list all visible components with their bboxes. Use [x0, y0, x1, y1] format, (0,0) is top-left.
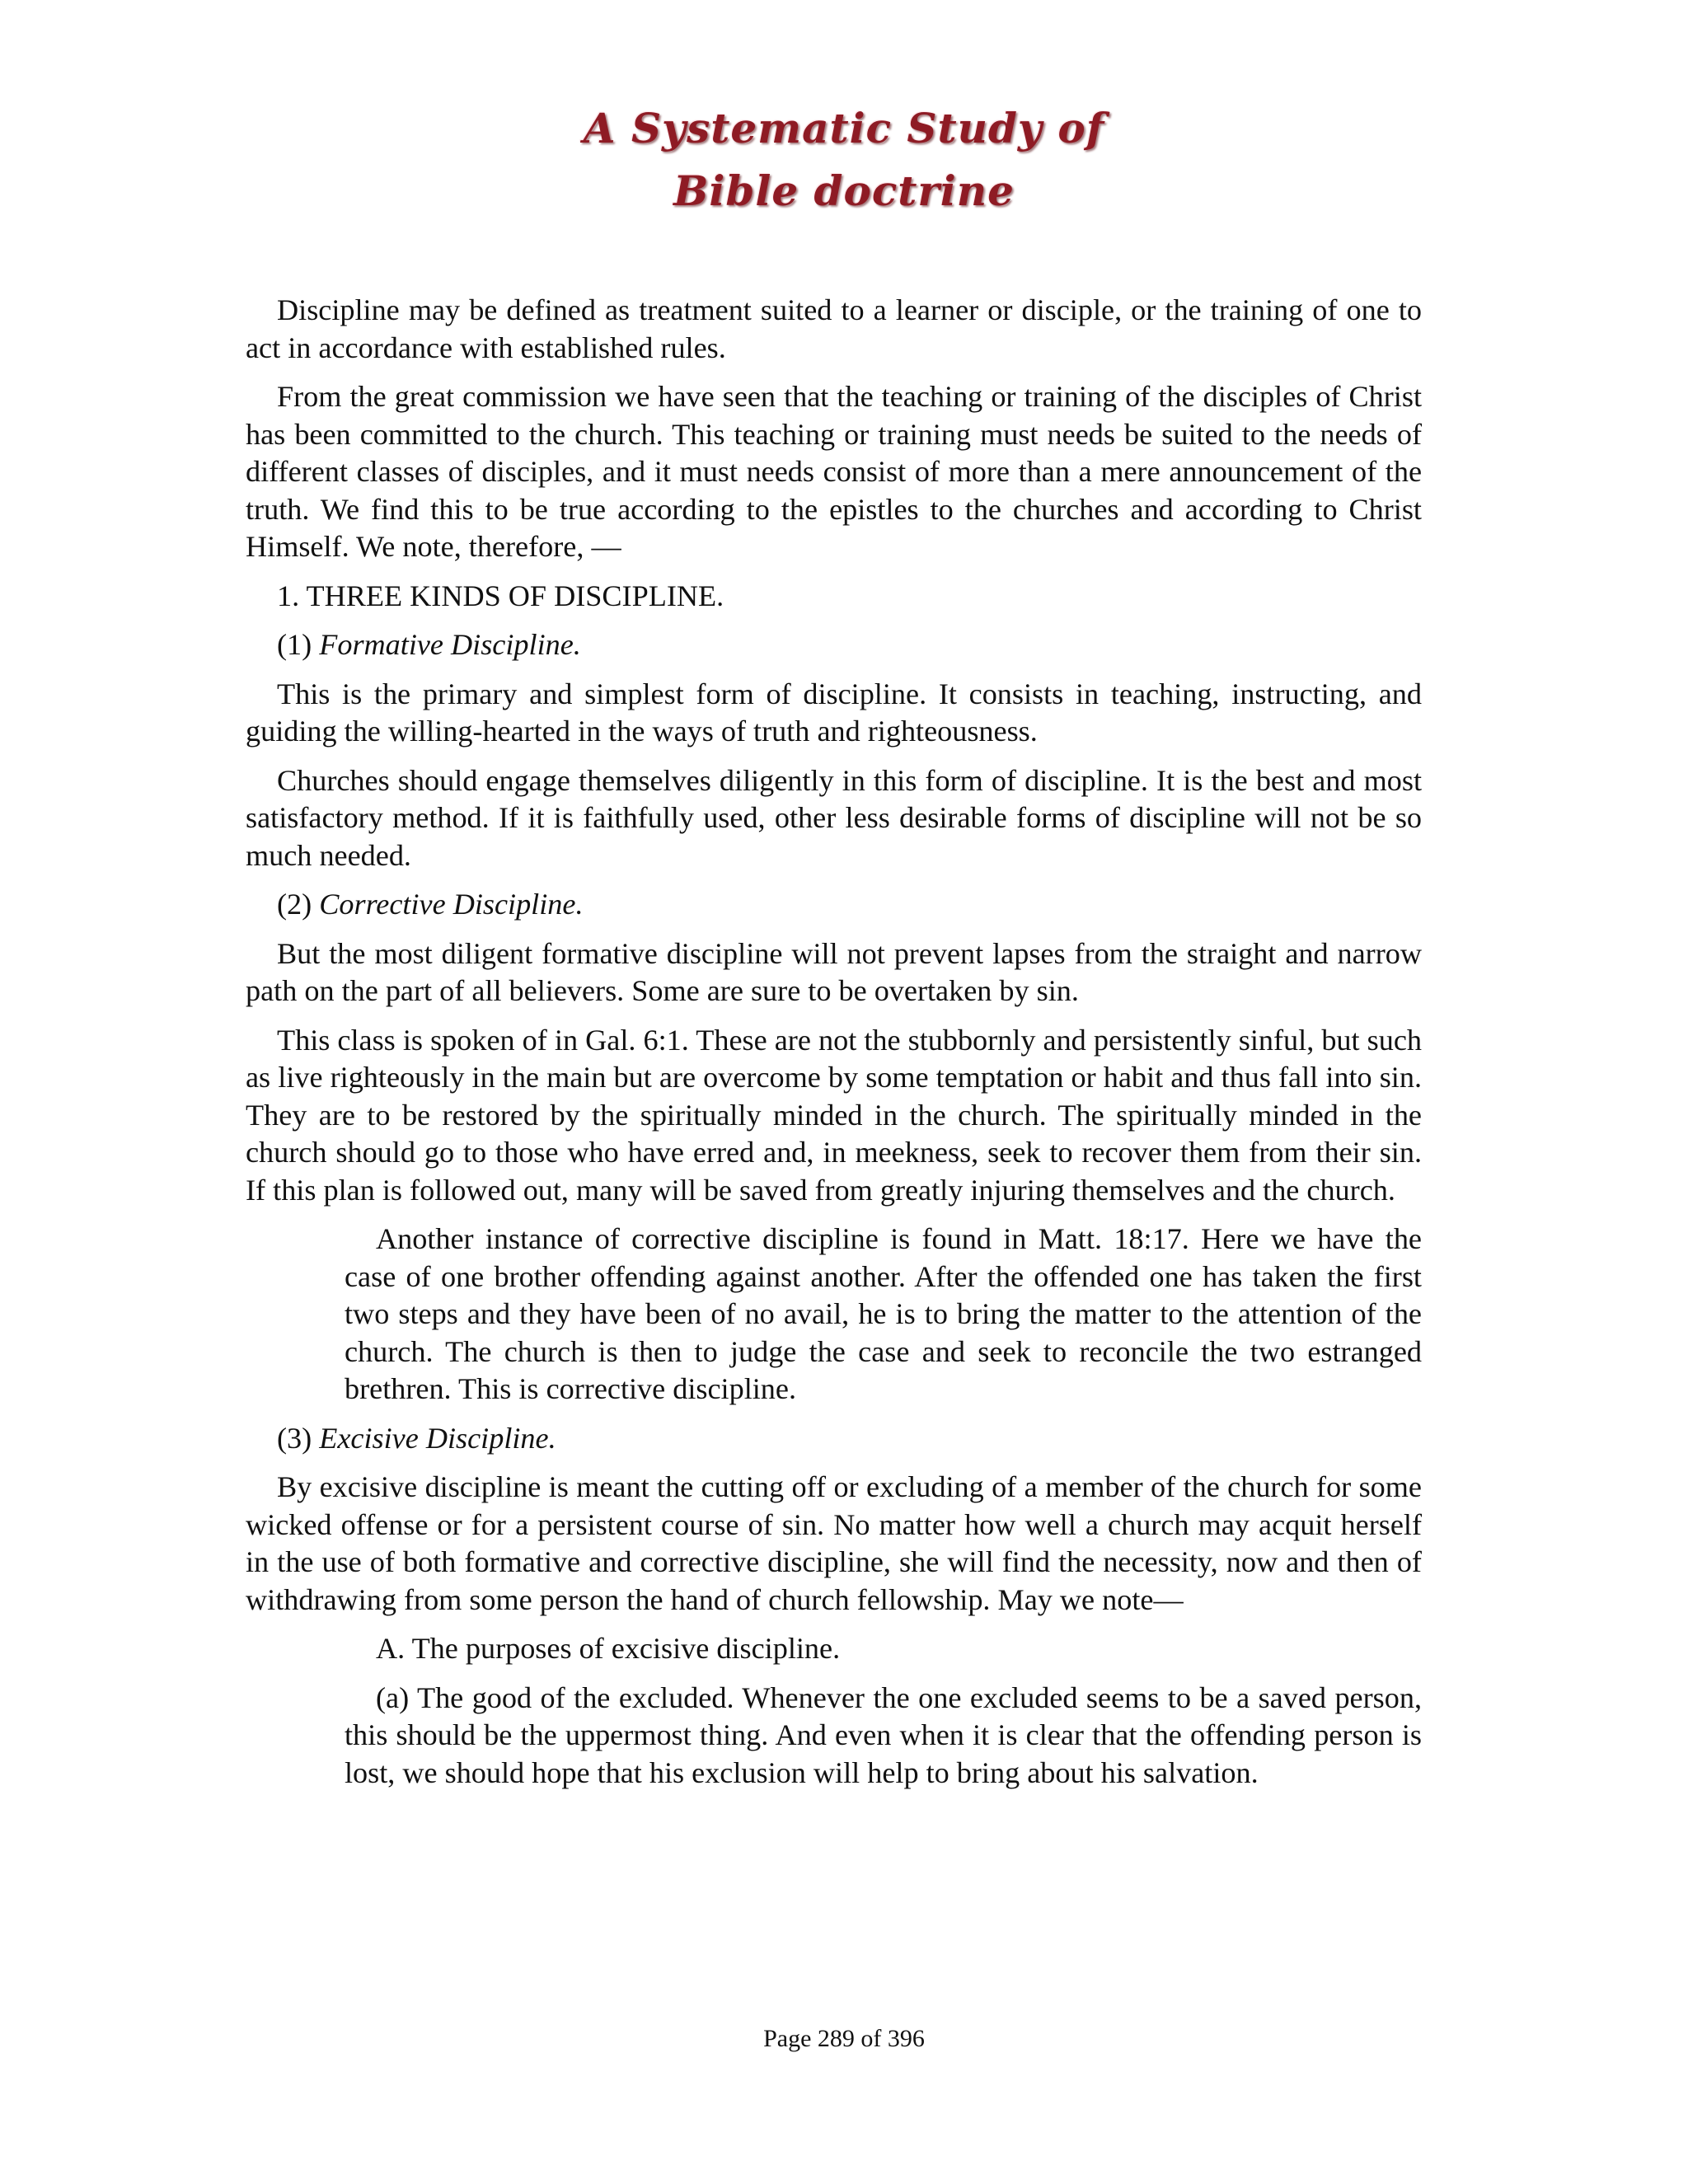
paragraph-definition: Discipline may be defined as treatment suited to a learner or disciple, or the training of one to act in accordance with established rules.	[246, 293, 1422, 364]
subheading-title: Formative Discipline.	[319, 628, 581, 661]
section-heading-three-kinds: 1. THREE KINDS OF DISCIPLINE.	[277, 579, 724, 612]
paragraph-great-commission: From the great commission we have seen that the teaching or training of the disciples of Christ has been committed to the church. This teaching or training must needs be suited to the needs of different classes of disciples, and it must needs consist of more than a mere announcement of the truth. We find this to be true according to the epistles to the churches and according to Christ Himself. We note, therefore, —	[246, 380, 1422, 563]
main-content	[246, 292, 1422, 1803]
paragraph-formative-2: Churches should engage themselves diligently in this form of discipline. It is the best and most satisfactory method. If it is faithfully used, other less desirable forms of discipline will not be so much needed.	[246, 763, 1422, 872]
paragraph-purposes-heading: A. The purposes of excisive discipline.	[376, 1632, 841, 1665]
subheading-formative	[246, 626, 1422, 664]
paragraph-corrective-2: This class is spoken of in Gal. 6:1. These are not the stubbornly and persistently sinful, but such as live righteously in the main but are overcome by some temptation or habit and thus fall into sin. They are to be restored by the spiritually minded in the church. The spiritually minded in the church should go to those who have erred and, in meekness, seek to recover them from their sin. If this plan is followed out, many will be saved from greatly injuring themselves and the church.	[246, 1023, 1422, 1207]
header-title-line-1: A Systematic Study of	[583, 104, 1105, 152]
paragraph-purpose-a: (a) The good of the excluded. Whenever the one excluded seems to be a saved person, this should be the uppermost thing. And even when it is clear that the offending person is lost, we should hope that his exclusion will help to bring about his salvation.	[345, 1680, 1422, 1789]
subheading-title: Corrective Discipline.	[319, 888, 584, 921]
page-header	[0, 97, 1688, 223]
subheading-number: (3)	[277, 1421, 312, 1455]
paragraph-corrective-3: Another instance of corrective discipline is found in Matt. 18:17. Here we have the case of one brother offending against another. After the offended one has taken the first two steps and they have been of no avail, he is to bring the matter to the attention of the church. The church is then to judge the case and seek to reconcile the two estranged brethren. This is corrective discipline.	[345, 1222, 1422, 1405]
paragraph-formative-1: This is the primary and simplest form of discipline. It consists in teaching, instructing, and guiding the willing-hearted in the ways of truth and righteousness.	[246, 677, 1422, 748]
page-number: Page 289 of 396	[763, 2025, 925, 2052]
subheading-title: Excisive Discipline.	[319, 1421, 556, 1455]
subheading-corrective	[246, 886, 1422, 924]
header-title-line-2: Bible doctrine	[673, 166, 1015, 215]
subheading-number: (1)	[277, 628, 312, 661]
subheading-number: (2)	[277, 888, 312, 921]
paragraph-corrective-1: But the most diligent formative discipline will not prevent lapses from the straight and narrow path on the part of all believers. Some are sure to be overtaken by sin.	[246, 936, 1422, 1007]
paragraph-excisive-1: By excisive discipline is meant the cutting off or excluding of a member of the church for some wicked offense or for a persistent course of sin. No matter how well a church may acquit herself in the use of both formative and corrective discipline, she will find the necessity, now and then of withdrawing from some person the hand of church fellowship. May we note—	[246, 1470, 1422, 1616]
subheading-excisive	[246, 1420, 1422, 1458]
